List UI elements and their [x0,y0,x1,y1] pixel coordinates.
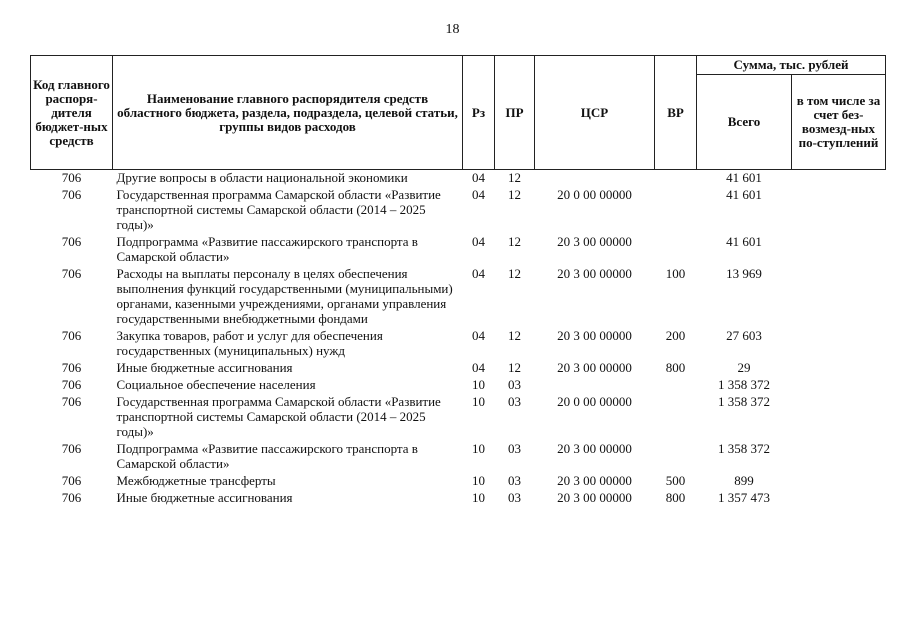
row-csr: 20 3 00 00000 [557,490,632,505]
table-row [31,234,886,266]
row-gratuitous [792,377,886,394]
row-code: 706 [61,360,82,375]
row-gratuitous [792,473,886,490]
header-sum: Сумма, тыс. рублей [697,56,886,75]
header-vr: ВР [655,56,697,170]
row-vr [655,234,697,266]
row-csr [535,377,655,394]
row-code: 706 [61,473,82,488]
table-row [31,377,886,394]
row-rz: 10 [472,394,485,409]
table-row [31,360,886,377]
header-rz: Рз [463,56,495,170]
row-pr: 03 [508,377,521,392]
row-vr: 800 [665,360,686,375]
row-total: 1 357 473 [718,490,770,505]
table-row [31,328,886,360]
table-row [31,473,886,490]
row-vr [655,187,697,234]
row-total: 29 [737,360,751,375]
row-pr: 12 [508,360,521,375]
row-rz: 10 [472,490,485,505]
table-row [31,187,886,234]
row-csr: 20 3 00 00000 [557,234,632,249]
page-number: 18 [445,22,460,37]
row-vr [655,441,697,473]
header-code: Код главного распоря-дителя бюджет-ных средств [31,56,113,170]
row-rz: 10 [472,441,485,456]
row-total: 41 601 [726,170,762,185]
row-code: 706 [61,377,82,392]
row-csr: 20 3 00 00000 [557,266,632,281]
row-rz: 04 [472,266,485,281]
row-pr: 12 [508,170,521,185]
row-gratuitous [792,170,886,188]
row-name: Межбюджетные трансферты [116,473,276,488]
header-name: Наименование главного распорядителя средств областного бюджета, раздела, подраздела, целевой статьи, группы видов расходов [113,56,463,170]
row-pr: 12 [508,328,521,343]
row-csr: 20 0 00 00000 [557,187,632,202]
row-pr: 03 [508,394,521,409]
row-rz: 04 [472,187,485,202]
row-rz: 04 [472,234,485,249]
row-vr: 200 [665,328,686,343]
row-total: 1 358 372 [718,394,770,409]
row-gratuitous [792,266,886,328]
row-rz: 10 [472,473,485,488]
table-row [31,170,886,188]
row-name: Подпрограмма «Развитие пассажирского транспорта в Самарской области» [116,234,418,264]
row-gratuitous [792,234,886,266]
row-code: 706 [61,441,82,456]
row-name: Государственная программа Самарской области «Развитие транспортной системы Самарской области (2014 – 2025 годы)» [116,394,441,439]
row-gratuitous [792,394,886,441]
row-gratuitous [792,328,886,360]
row-gratuitous [792,490,886,507]
table-row [31,441,886,473]
row-csr: 20 3 00 00000 [557,360,632,375]
row-name: Социальное обеспечение населения [116,377,316,392]
row-name: Государственная программа Самарской области «Развитие транспортной системы Самарской области (2014 – 2025 годы)» [116,187,441,232]
row-pr: 03 [508,441,521,456]
row-rz: 10 [472,377,485,392]
row-vr: 800 [665,490,686,505]
row-code: 706 [61,266,82,281]
row-csr: 20 3 00 00000 [557,328,632,343]
row-vr [655,394,697,441]
row-code: 706 [61,187,82,202]
row-pr: 03 [508,490,521,505]
row-rz: 04 [472,170,485,185]
row-vr [655,377,697,394]
row-total: 41 601 [726,187,762,202]
row-code: 706 [61,170,82,185]
row-name: Другие вопросы в области национальной экономики [116,170,408,185]
row-pr: 12 [508,234,521,249]
row-total: 13 969 [726,266,762,281]
table-body [31,170,886,508]
table-row [31,266,886,328]
row-pr: 12 [508,266,521,281]
table-row [31,394,886,441]
row-code: 706 [61,328,82,343]
header-gratuitous: в том числе за счет без-возмезд-ных по-ступлений [792,75,886,170]
row-total: 1 358 372 [718,377,770,392]
row-vr: 500 [665,473,686,488]
row-total: 41 601 [726,234,762,249]
header-csr: ЦСР [535,56,655,170]
row-rz: 04 [472,360,485,375]
row-name: Закупка товаров, работ и услуг для обеспечения государственных (муниципальных) нужд [116,328,383,358]
row-name: Подпрограмма «Развитие пассажирского транспорта в Самарской области» [116,441,418,471]
row-name: Расходы на выплаты персоналу в целях обеспечения выполнения функций государственными (муниципальными) органами, казенными учреждениями, органами управления государственными внебюджетными фондами [116,266,453,326]
row-pr: 12 [508,187,521,202]
row-gratuitous [792,360,886,377]
row-csr [535,170,655,188]
row-total: 899 [734,473,754,488]
header-pr: ПР [495,56,535,170]
row-code: 706 [61,490,82,505]
row-gratuitous [792,187,886,234]
row-csr: 20 3 00 00000 [557,441,632,456]
row-name: Иные бюджетные ассигнования [116,360,293,375]
header-total: Всего [697,75,792,170]
row-pr: 03 [508,473,521,488]
row-csr: 20 3 00 00000 [557,473,632,488]
row-gratuitous [792,441,886,473]
table-row [31,490,886,507]
row-total: 1 358 372 [718,441,770,456]
row-total: 27 603 [726,328,762,343]
row-name: Иные бюджетные ассигнования [116,490,293,505]
row-vr: 100 [665,266,686,281]
row-csr: 20 0 00 00000 [557,394,632,409]
row-code: 706 [61,394,82,409]
row-rz: 04 [472,328,485,343]
row-code: 706 [61,234,82,249]
budget-table [30,55,886,507]
row-vr [655,170,697,188]
